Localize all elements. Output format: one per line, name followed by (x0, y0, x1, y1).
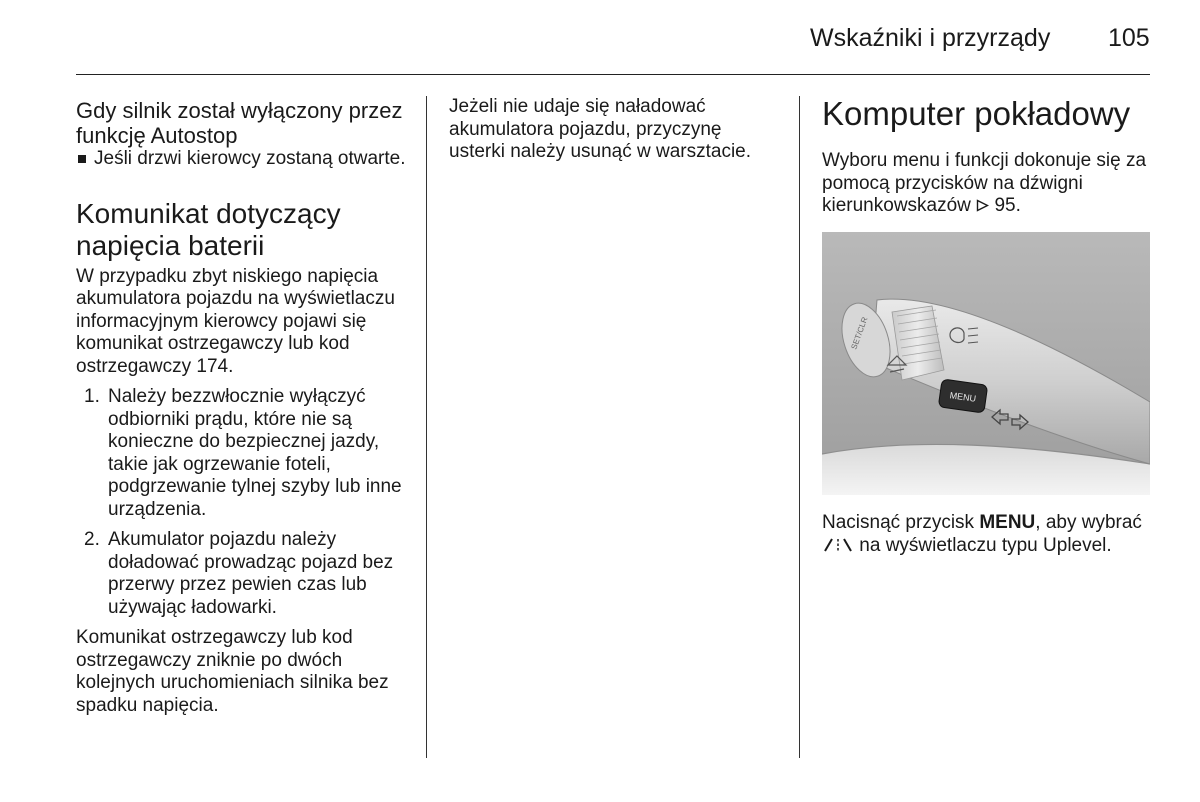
turn-signal-lever-photo (822, 232, 1150, 495)
column-divider-left (426, 96, 427, 758)
body-paragraph: W przypadku zbyt niskiego napięcia akumulatora pojazdu na wyświetlaczu informacyjnym kierowcy pojawi się komunikat ostrzegawczy lub kod ostrzegawczy 174. (76, 265, 395, 377)
list-item (76, 386, 411, 521)
trip-info-icon (822, 537, 854, 553)
menu-button-label: MENU (949, 390, 977, 404)
column-middle (449, 96, 774, 164)
list-number: 1. (84, 386, 100, 407)
instr-after: na wyświetlaczu typu Uplevel. (854, 534, 1112, 556)
column-right (822, 95, 1152, 218)
page-reference: 95. (994, 195, 1021, 216)
instr-before: Nacisnąć przycisk (822, 512, 980, 533)
list-text: Należy bezzwłocznie wyłączyć odbiorniki prądu, które nie są konieczne do bezpiecznej jazdy, takie jak ogrzewanie foteli, podgrzewanie tylnej szyby lub inne urządzenia. (108, 386, 402, 520)
body-paragraph: Komunikat ostrzegawczy lub kod ostrzegawczy zniknie po dwóch kolejnych uruchomieniach silnika bez spadku napięcia. (76, 627, 389, 716)
page-reference-icon (976, 199, 989, 212)
column-divider-right (799, 96, 800, 758)
section-heading: Komputer pokładowy (822, 95, 1131, 132)
body-paragraph (822, 150, 1152, 218)
body-paragraph: Jeżeli nie udaje się naładować akumulatora pojazdu, przyczynę usterki należy usunąć w warsztacie. (449, 96, 752, 162)
column-right-lower (822, 512, 1152, 557)
section-heading: Komunikat dotyczący napięcia baterii (76, 197, 341, 261)
numbered-list (76, 386, 411, 619)
intro-text: Wyboru menu i funkcji dokonuje się za pomocą przycisków na dźwigni kierunkowskazów (822, 150, 1147, 216)
list-text: Akumulator pojazdu należy doładować prowadząc pojazd bez przerwy przez pewien czas lub używając ładowarki. (108, 529, 394, 618)
section-subheading: Gdy silnik został wyłączony przez funkcję Autostop (76, 98, 403, 148)
header-rule (76, 74, 1150, 75)
list-item (76, 529, 411, 619)
page-number: 105 (1108, 24, 1150, 52)
column-left (76, 98, 411, 717)
list-number: 2. (84, 529, 100, 550)
stalk-label: SET/CLR (849, 315, 870, 351)
instruction-paragraph (822, 512, 1152, 557)
menu-keyword: MENU (979, 512, 1036, 533)
instr-mid: , aby wybrać (1035, 512, 1142, 533)
page-header-title: Wskaźniki i przyrządy (810, 24, 1051, 52)
bullet-item: Jeśli drzwi kierowcy zostaną otwarte. (76, 148, 411, 171)
